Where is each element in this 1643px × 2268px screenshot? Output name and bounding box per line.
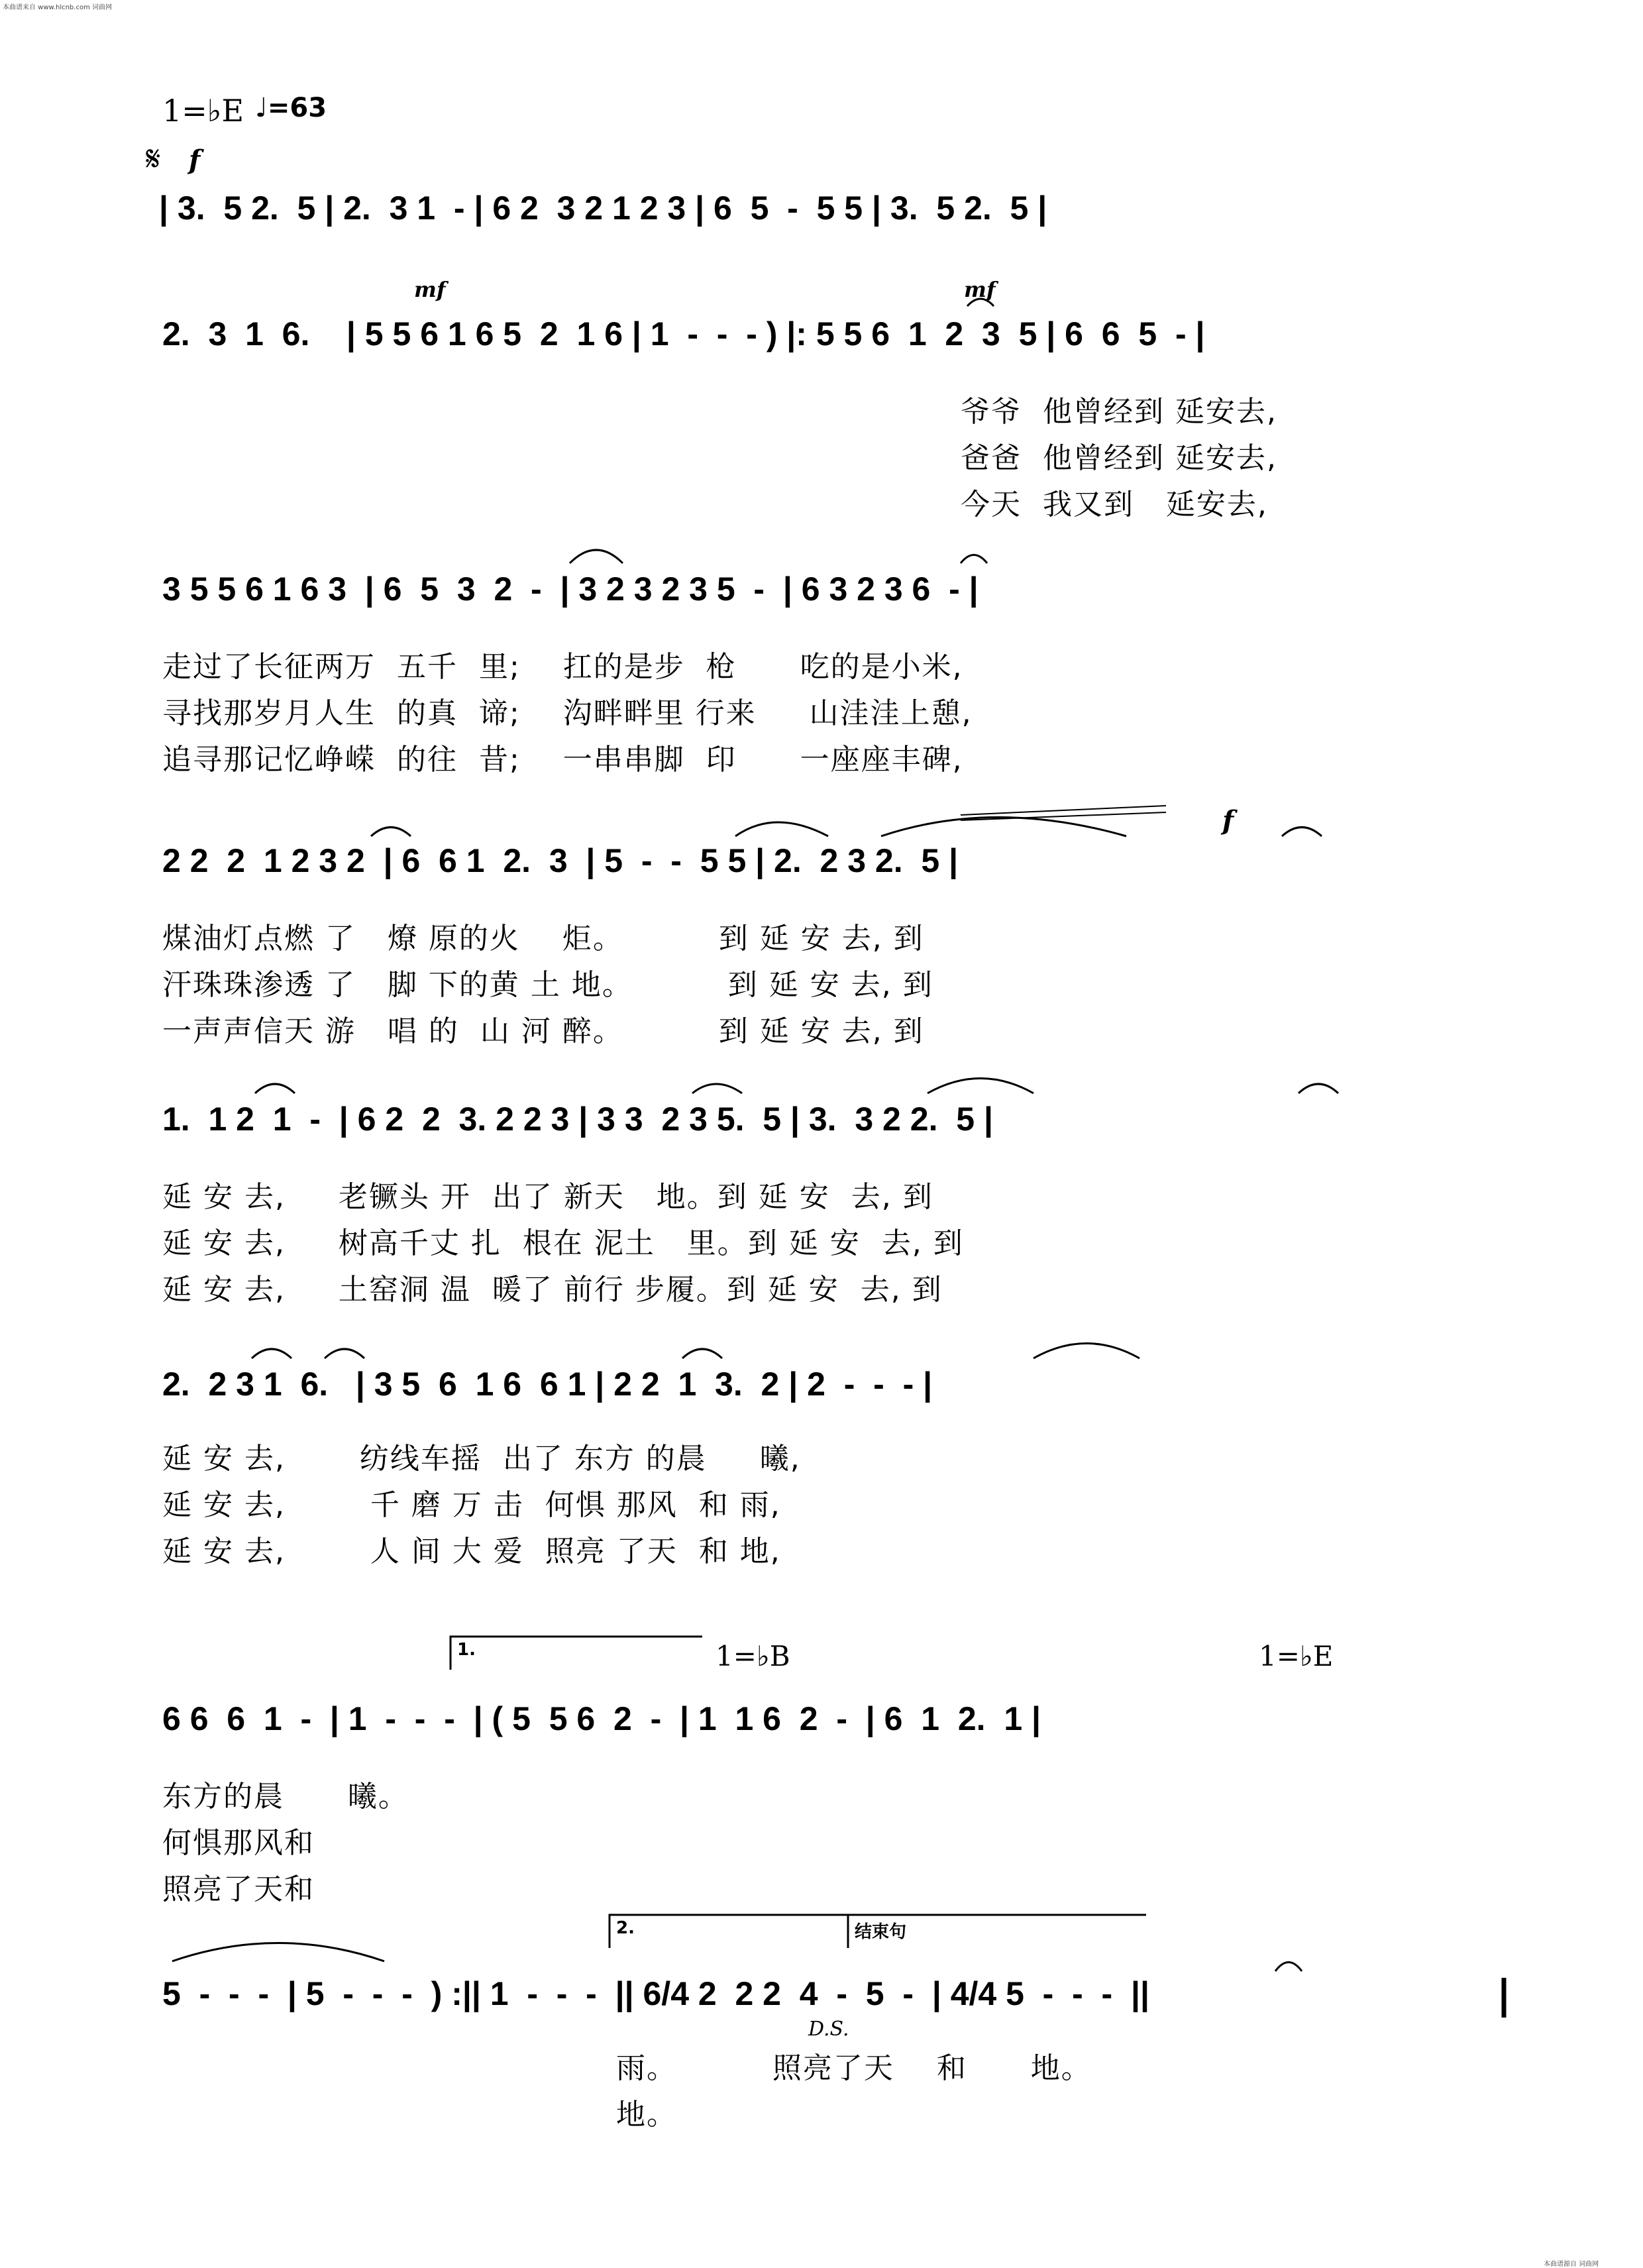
lyric-row-8-verse-2: 地。: [616, 2098, 677, 2132]
lyric-row-8-verse-1: 雨。 照亮了天 和 地。: [616, 2051, 1092, 2085]
lyric-row-4-verse-2: 汗珠珠渗透 了 脚 下的黄 土 地。 到 延 安 去, 到: [162, 968, 933, 1002]
key-change-eb: 1=♭E: [1259, 1640, 1334, 1672]
site-footer-right: 本曲谱源自 词曲网: [1544, 2261, 1599, 2268]
segno-icon: 𝄋: [146, 139, 161, 179]
score-row-3: 3 5 5 6 1 6 3 | 6 5 3 2 - | 3 2 3 2 3 5 - | 6 3 2 3 6 - |: [162, 570, 979, 608]
ending-label: 结束句: [855, 1922, 907, 1942]
score-row-1: | 3. 5 2. 5 | 2. 3 1 - | 6 2 3 2 1 2 3 | 6 5 - 5 5 | 3. 5 2. 5 |: [159, 189, 1047, 227]
score-row-8: 5 - - - | 5 - - - ) :|| 1 - - - || 6/4 2 2 2 4 - 5 - | 4/4 5 - - - ||: [162, 1975, 1149, 2012]
lyric-row-5-verse-3: 延 安 去, 土窑洞 温 暖了 前行 步履。到 延 安 去, 到: [162, 1273, 943, 1307]
lyric-row-6-verse-2: 延 安 去, 千 磨 万 击 何惧 那风 和 雨,: [162, 1488, 781, 1522]
lyric-row-7-verse-1: 东方的晨 曦。: [162, 1780, 409, 1813]
dynamic-f-2: f: [1222, 805, 1234, 836]
volta-1-label: 1.: [457, 1640, 476, 1660]
lyric-row-5-verse-1: 延 安 去, 老镢头 开 出了 新天 地。到 延 安 去, 到: [162, 1180, 933, 1214]
score-row-5: 1. 1 2 1 - | 6 2 2 3. 2 2 3 | 3 3 2 3 5. 5 | 3. 3 2 2. 5 |: [162, 1101, 993, 1138]
key-change-bb: 1=♭B: [716, 1640, 790, 1672]
dynamic-f: f: [189, 144, 201, 176]
lyric-row-3-verse-1: 走过了长征两万 五千 里; 扛的是步 枪 吃的是小米,: [162, 650, 963, 684]
score-row-6: 2. 2 3 1 6. | 3 5 6 1 6 6 1 | 2 2 1 3. 2 | 2 - - - |: [162, 1366, 933, 1403]
lyric-row-4-verse-1: 煤油灯点燃 了 燎 原的火 炬。 到 延 安 去, 到: [162, 922, 924, 955]
lyric-row-3-verse-2: 寻找那岁月人生 的真 谛; 沟畔畔里 行来 山洼洼上憩,: [162, 696, 973, 730]
volta-2-label: 2.: [616, 1918, 635, 1938]
key-signature: 1=♭E: [162, 93, 244, 129]
tempo-marking: ♩=63: [255, 93, 327, 123]
lyric-row-6-verse-3: 延 安 去, 人 间 大 爱 照亮 了天 和 地,: [162, 1535, 781, 1568]
score-row-2: 2. 3 1 6. | 5 5 6 1 6 5 2 1 6 | 1 - - - ) |: 5 5 6 1 2 3 5 | 6 6 5 - |: [162, 315, 1205, 352]
lyric-row-2-verse-1: 爷爷 他曾经到 延安去,: [961, 395, 1277, 429]
dynamic-mf-2: mf: [964, 277, 996, 302]
lyric-row-3-verse-3: 追寻那记忆峥嵘 的往 昔; 一串串脚 印 一座座丰碑,: [162, 743, 963, 777]
lyric-row-2-verse-2: 爸爸 他曾经到 延安去,: [961, 441, 1277, 475]
lyric-row-5-verse-2: 延 安 去, 树高千丈 扎 根在 泥土 里。到 延 安 去, 到: [162, 1226, 964, 1260]
lyric-row-4-verse-3: 一声声信天 游 唱 的 山 河 醉。 到 延 安 去, 到: [162, 1014, 924, 1048]
lyric-row-7-verse-2: 何惧那风和: [162, 1826, 315, 1860]
score-row-7: 6 6 6 1 - | 1 - - - | ( 5 5 6 2 - | 1 1 6 2 - | 6 1 2. 1 |: [162, 1700, 1041, 1737]
lyric-row-6-verse-1: 延 安 去, 纺线车摇 出了 东方 的晨 曦,: [162, 1442, 801, 1476]
lyric-row-2-verse-3: 今天 我又到 延安去,: [961, 488, 1268, 521]
ds-marking: D.S.: [808, 2018, 849, 2041]
score-row-4: 2 2 2 1 2 3 2 | 6 6 1 2. 3 | 5 - - 5 5 | 2. 2 3 2. 5 |: [162, 842, 959, 879]
site-header-left: 本曲谱来自 www.hlcnb.com 词曲网: [3, 4, 112, 11]
lyric-row-7-verse-3: 照亮了天和: [162, 1872, 315, 1906]
dynamic-mf-1: mf: [414, 277, 446, 302]
